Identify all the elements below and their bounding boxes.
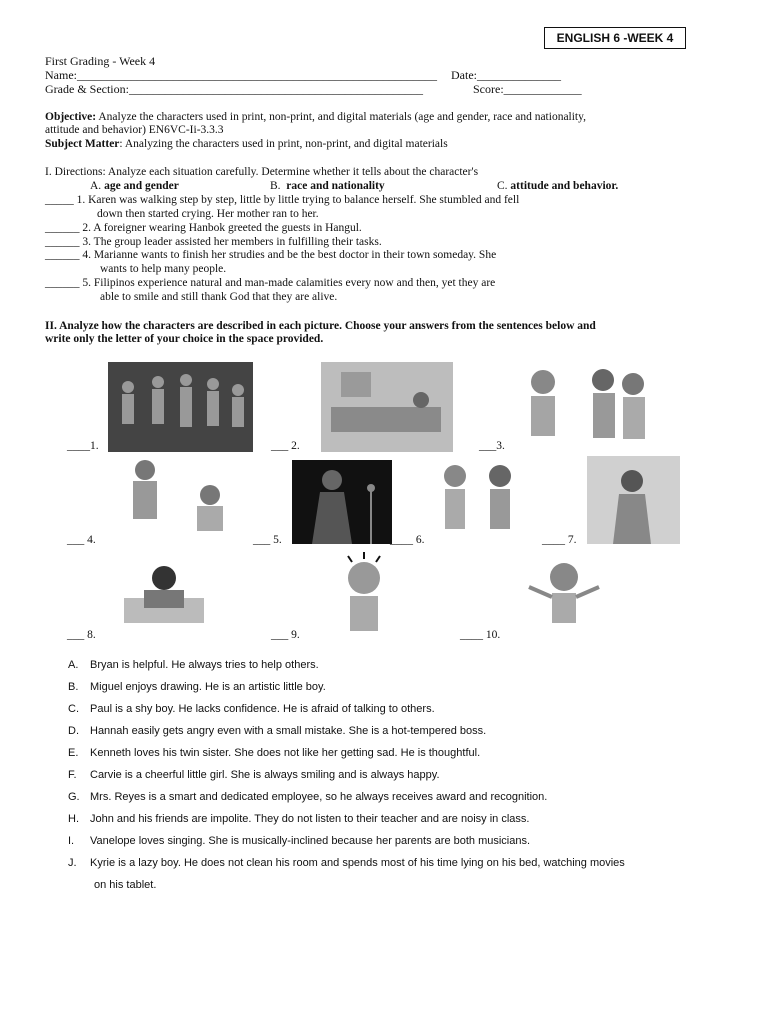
picture-answer-blank-4[interactable]: ___ 4.: [67, 534, 96, 546]
picture-answer-blank-8[interactable]: ___ 8.: [67, 629, 96, 641]
choice-g: G. Mrs. Reyes is a smart and dedicated employee, so he always receives award and recognition.: [68, 791, 548, 803]
objective-label: Objective:: [45, 111, 97, 123]
situation-item-3: ______ 3. The group leader assisted her members in fulfilling their tasks.: [45, 236, 382, 248]
part1-directions: I. Directions: Analyze each situation carefully. Determine whether it tells about the character's: [45, 166, 479, 178]
picture-answer-blank-9[interactable]: ___ 9.: [271, 629, 300, 641]
choice-b: B. Miguel enjoys drawing. He is an artistic little boy.: [68, 681, 326, 693]
woman-picture: [587, 456, 680, 544]
situation-item-2: ______ 2. A foreigner wearing Hanbok greeted the guests in Hangul.: [45, 222, 362, 234]
situation-item-1-cont: down then started crying. Her mother ran to her.: [97, 208, 319, 220]
choice-d: D. Hannah easily gets angry even with a small mistake. She is a hot-tempered boss.: [68, 725, 487, 737]
option-a: A. age and gender: [90, 180, 179, 192]
option-b: B. race and nationality: [270, 180, 385, 192]
singer-picture: [292, 460, 392, 544]
choice-h: H. John and his friends are impolite. They do not listen to their teacher and are noisy in class.: [68, 813, 530, 825]
twins-picture: [430, 456, 525, 544]
picture-answer-blank-7[interactable]: ____ 7.: [542, 534, 577, 546]
choice-j-continuation: on his tablet.: [94, 879, 157, 891]
name-line: Name:____________________________________________________________: [45, 68, 437, 82]
choice-c: C. Paul is a shy boy. He lacks confidence. He is afraid of talking to others.: [68, 703, 435, 715]
part2-directions-1: II. Analyze how the characters are described in each picture. Choose your answers from the sentences below and: [45, 320, 596, 332]
choice-j: J. Kyrie is a lazy boy. He does not clean his room and spends most of his time lying on his bed, watching movies: [68, 857, 625, 869]
picture-answer-blank-3[interactable]: ___3.: [479, 440, 505, 452]
worksheet-title-box: ENGLISH 6 -WEEK 4: [544, 27, 686, 49]
situation-item-5: ______ 5. Filipinos experience natural and man-made calamities every now and then, yet they are: [45, 277, 496, 289]
objective-line-1: [45, 111, 586, 123]
choice-e: E. Kenneth loves his twin sister. She does not like her getting sad. He is thoughtful.: [68, 747, 481, 759]
grade-section-line: Grade & Section:_________________________________________________: [45, 82, 423, 96]
option-c: C. attitude and behavior.: [497, 180, 619, 192]
picture-answer-blank-6[interactable]: ____ 6.: [390, 534, 425, 546]
cheerful-girl-picture: [514, 552, 615, 640]
picture-answer-blank-1[interactable]: ____1.: [67, 440, 99, 452]
choice-i: I. Vanelope loves singing. She is musically-inclined because her parents are both musicians.: [68, 835, 531, 847]
subject-matter-line: [45, 138, 448, 150]
boy-drawing-picture: [104, 558, 225, 640]
angry-girl-picture: [308, 548, 421, 640]
subject-text: : Analyzing the characters used in print, non-print, and digital materials: [119, 138, 448, 150]
picture-answer-blank-10[interactable]: ____ 10.: [460, 629, 501, 641]
choice-a: A. Bryan is helpful. He always tries to help others.: [68, 659, 319, 671]
picture-answer-blank-5[interactable]: ___ 5.: [253, 534, 282, 546]
part2-directions-2: write only the letter of your choice in the space provided.: [45, 333, 324, 345]
score-line: Score:_____________: [473, 82, 582, 96]
dancing-group-picture: [108, 362, 253, 452]
situation-item-5-cont: able to smile and still thank God that they are alive.: [100, 291, 338, 303]
situation-item-1: _____ 1. Karen was walking step by step, little by little trying to balance herself. She stumbled and fell: [45, 194, 520, 206]
situation-item-4: ______ 4. Marianne wants to finish her strudies and be the best doctor in their town someday. She: [45, 249, 497, 261]
boy-on-bed-picture: [321, 362, 453, 452]
kids-talking-picture: [513, 362, 663, 452]
grading-label: First Grading - Week 4: [45, 54, 156, 68]
situation-item-4-cont: wants to help many people.: [100, 263, 227, 275]
boy-helping-girl-picture: [105, 455, 246, 543]
objective-line-2: attitude and behavior) EN6VC-Ii-3.3.3: [45, 124, 224, 136]
date-line: Date:______________: [451, 68, 561, 82]
subject-label: Subject Matter: [45, 138, 120, 150]
objective-text-1: Analyze the characters used in print, non-print, and digital materials (age and gender, race and nationality,: [96, 111, 587, 123]
choice-f: F. Carvie is a cheerful little girl. She is always smiling and is always happy.: [68, 769, 440, 781]
picture-answer-blank-2[interactable]: ___ 2.: [271, 440, 300, 452]
